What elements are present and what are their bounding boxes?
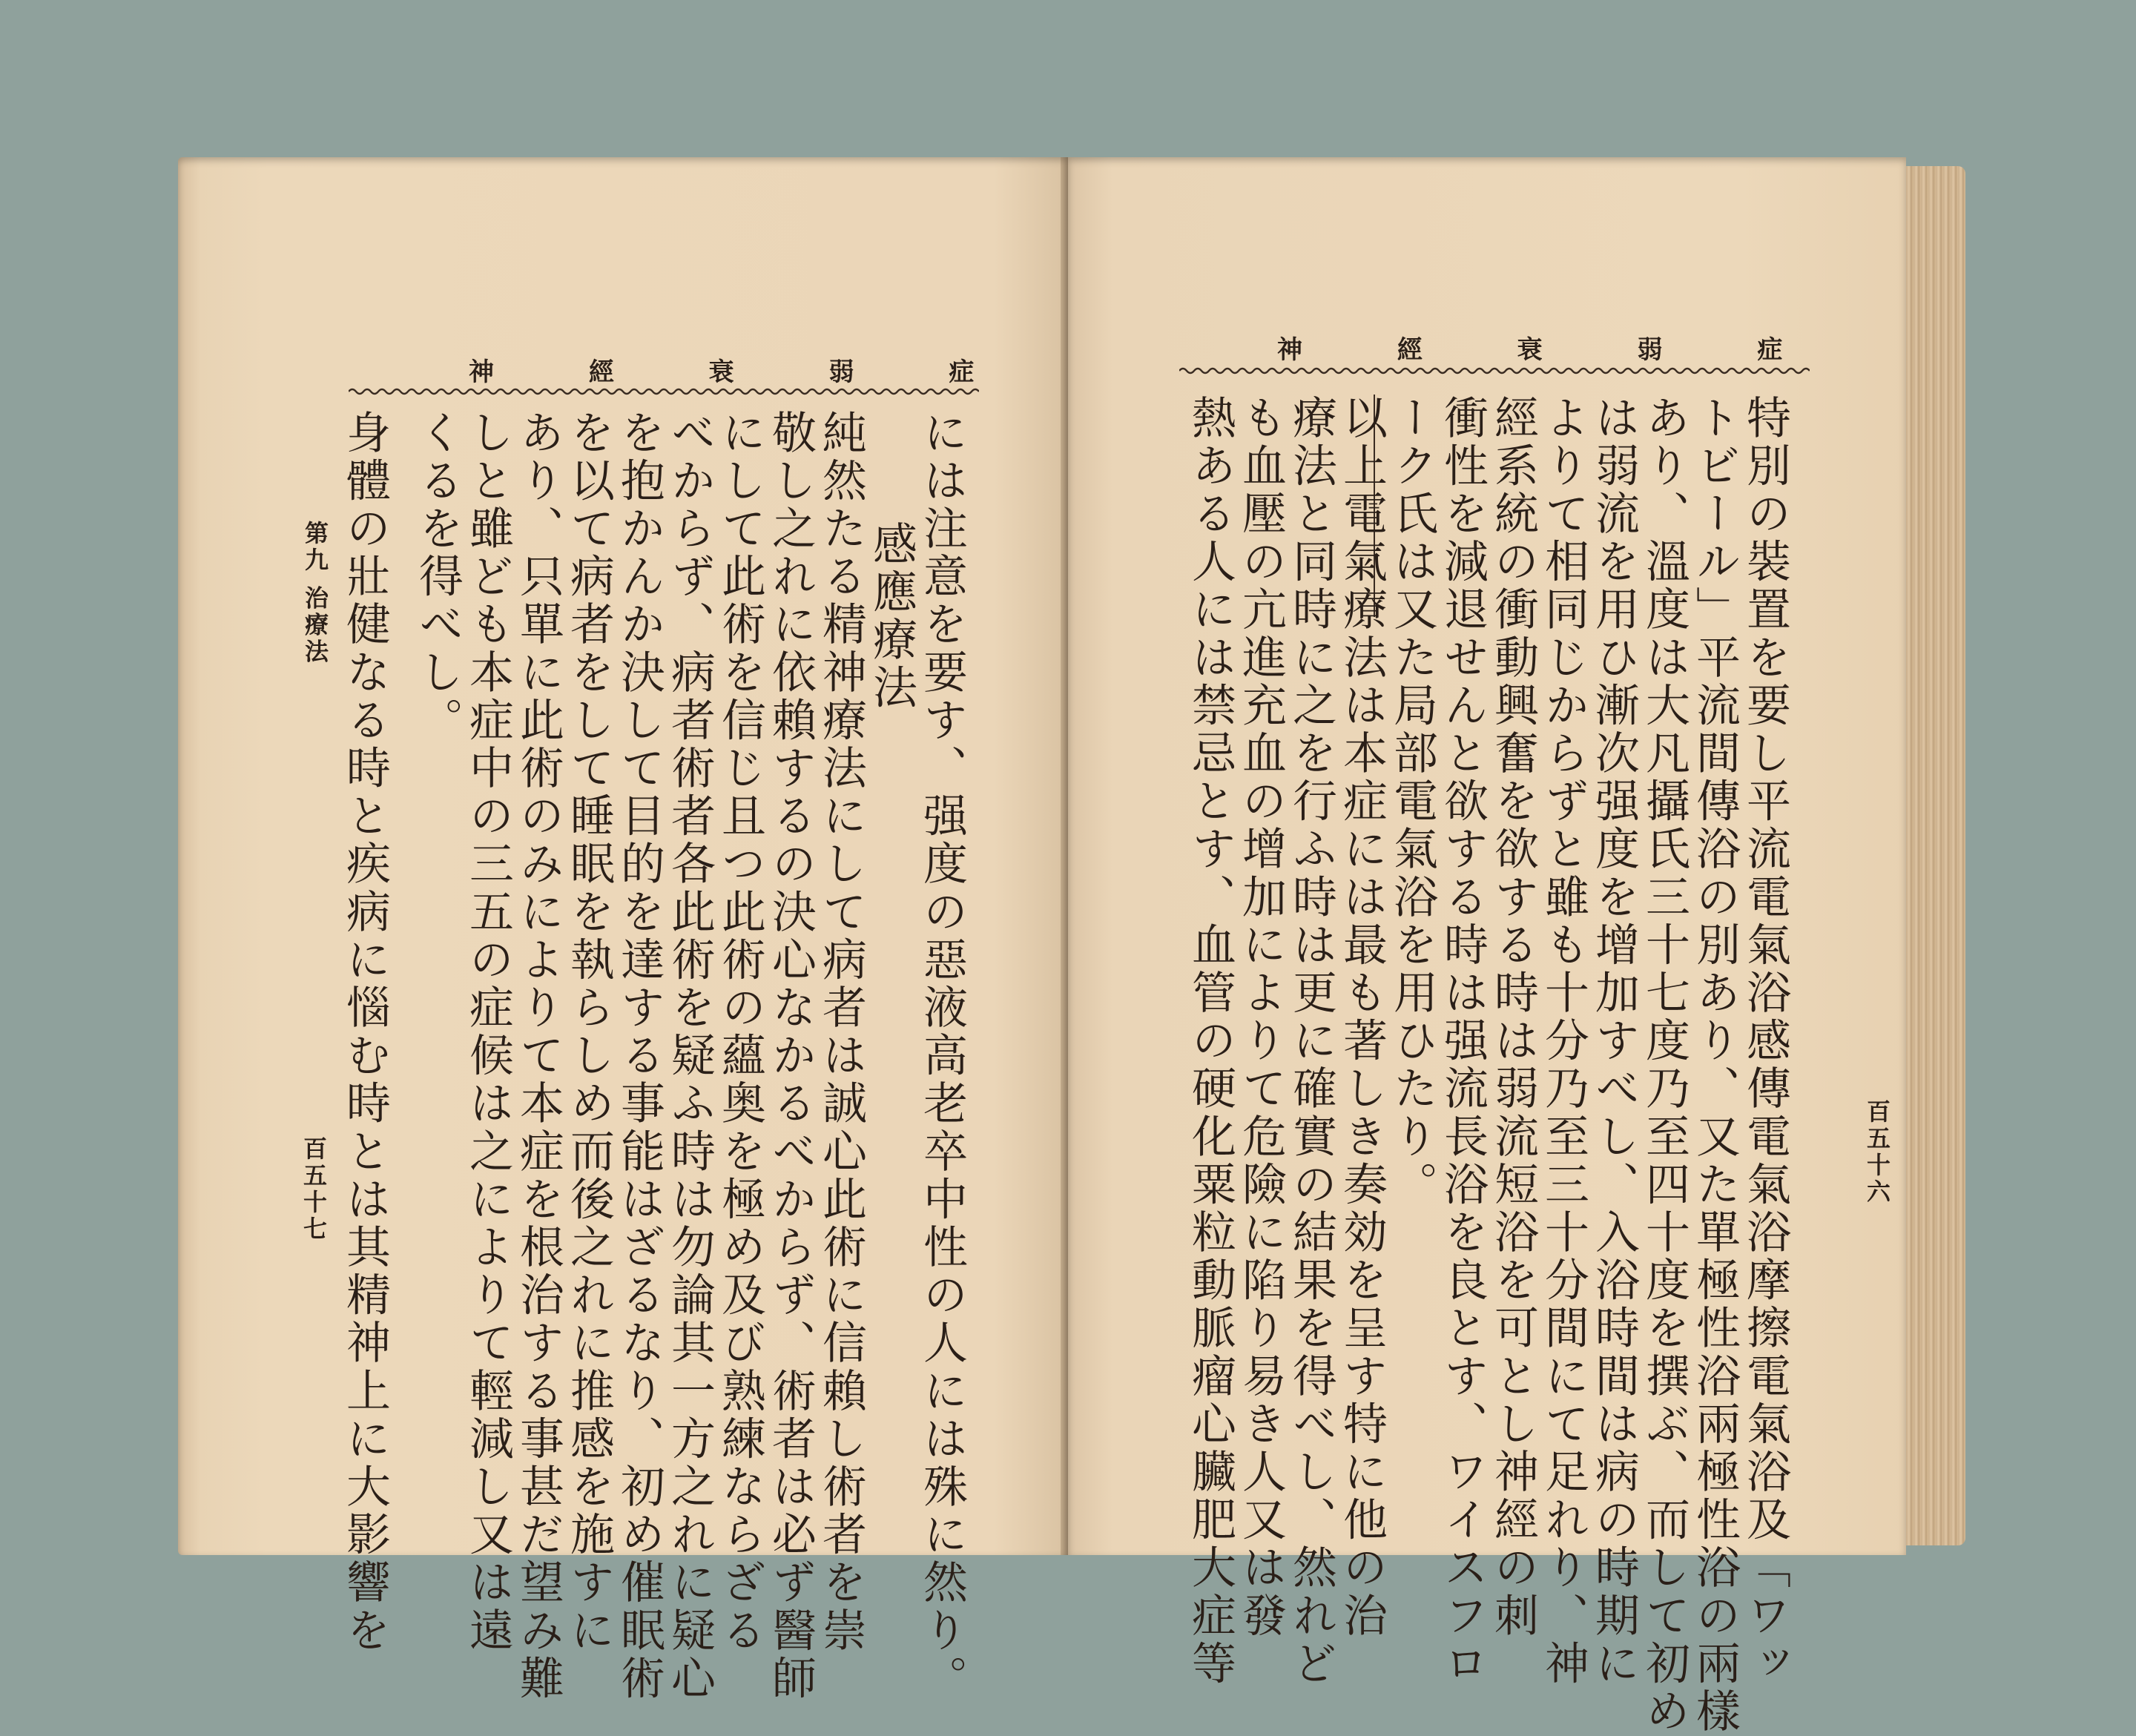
right-text-column-9: 以上電氣療法は本症には最も著しき奏効を呈す特に他の治 bbox=[1336, 395, 1388, 1640]
right-head-wavy-rule bbox=[1179, 365, 1810, 377]
left-text-column-6: べからず、病者術者各此術を疑ふ時は勿論其一方之れに疑心 bbox=[664, 409, 716, 1703]
right-text-column-11: も血壓の亢進充血の增加によりて危險に陷り易き人又は發 bbox=[1235, 395, 1287, 1640]
right-text-column-7: 衝性を減退せんと欲する時は强流長浴を良とす、ワイスフロ bbox=[1437, 395, 1489, 1689]
left-text-column-12: 身體の壯健なる時と疾病に惱む時とは其精神上に大影響を bbox=[339, 409, 391, 1655]
left-text-column-4: 敬し之れに依賴するの決心なかるべからず、術者は必ず醫師 bbox=[765, 409, 817, 1703]
right-text-column-2: トビール」平流間傳浴の別あり、又た單極性浴兩極性浴の兩樣 bbox=[1689, 395, 1741, 1736]
right-text-column-3: あり、溫度は大凡攝氏三十七度乃至四十度を撰ぶ、而して初め bbox=[1638, 395, 1690, 1736]
right-text-column-5: よりて相同じからずと雖も十分乃至三十分間にて足れり、神 bbox=[1537, 395, 1589, 1689]
right-text-column-12: 熱ある人には禁忌とす、血管の硬化粟粒動脈瘤心臟肥大症等 bbox=[1184, 395, 1236, 1689]
left-text-column-7: を抱かんか決して目的を達する事能はざるなり、初め催眠術 bbox=[613, 409, 665, 1703]
left-text-column-10: しと雖ども本症中の三五の症候は之によりて輕減し又は遠 bbox=[462, 409, 514, 1655]
left-section-label: 第九 治療法 bbox=[301, 521, 329, 666]
right-page-number: 百五十六 bbox=[1863, 1099, 1891, 1206]
right-text-column-6: 經系統の衝動興奮を欲する時は弱流短浴を可とし神經の刺 bbox=[1487, 395, 1539, 1640]
left-running-head: 神 經 衰 弱 症 bbox=[469, 357, 1018, 387]
left-text-column-3: 純然たる精神療法にして病者は誠心此術に信賴し術者を崇 bbox=[815, 409, 867, 1655]
left-head-wavy-rule bbox=[349, 386, 979, 397]
page-edges bbox=[1906, 166, 1965, 1545]
left-page bbox=[178, 157, 1068, 1703]
left-text-column-1: には注意を要す、强度の惡液高老卒中性の人には殊に然り。 bbox=[916, 409, 968, 1703]
left-text-column-9: あり、只單に此術のみによりて本症を根治する事甚だ望み難 bbox=[512, 409, 564, 1703]
right-text-column-4: は弱流を用ひ漸次强度を增加すべし、入浴時間は病の時期に bbox=[1588, 395, 1640, 1689]
left-text-column-8: を以て病者をして睡眠を執らしめ而後之れに推感を施すに bbox=[563, 409, 615, 1655]
open-book bbox=[178, 157, 1980, 1736]
right-text-column-8: ーク氏は又た局部電氣浴を用ひたり。 bbox=[1386, 395, 1438, 1209]
right-page bbox=[1068, 157, 1906, 1736]
right-text-column-10: 療法と同時に之を行ふ時は更に確實の結果を得べし、然れど bbox=[1285, 395, 1337, 1689]
right-running-head: 神 經 衰 弱 症 bbox=[1277, 335, 1826, 365]
left-page-number: 百五十七 bbox=[300, 1136, 328, 1243]
right-text-column-1-visible: 特別の裝置を要し平流電氣浴感傳電氣浴摩擦電氣浴及「ワッ bbox=[1739, 395, 1791, 1689]
left-text-column-2: 感應療法 bbox=[866, 521, 917, 713]
left-text-column-11: くるを得べし。 bbox=[412, 409, 464, 745]
left-text-column-5: にして此術を信じ且つ此術の蘊奥を極め及び熟練ならざる bbox=[714, 409, 766, 1655]
